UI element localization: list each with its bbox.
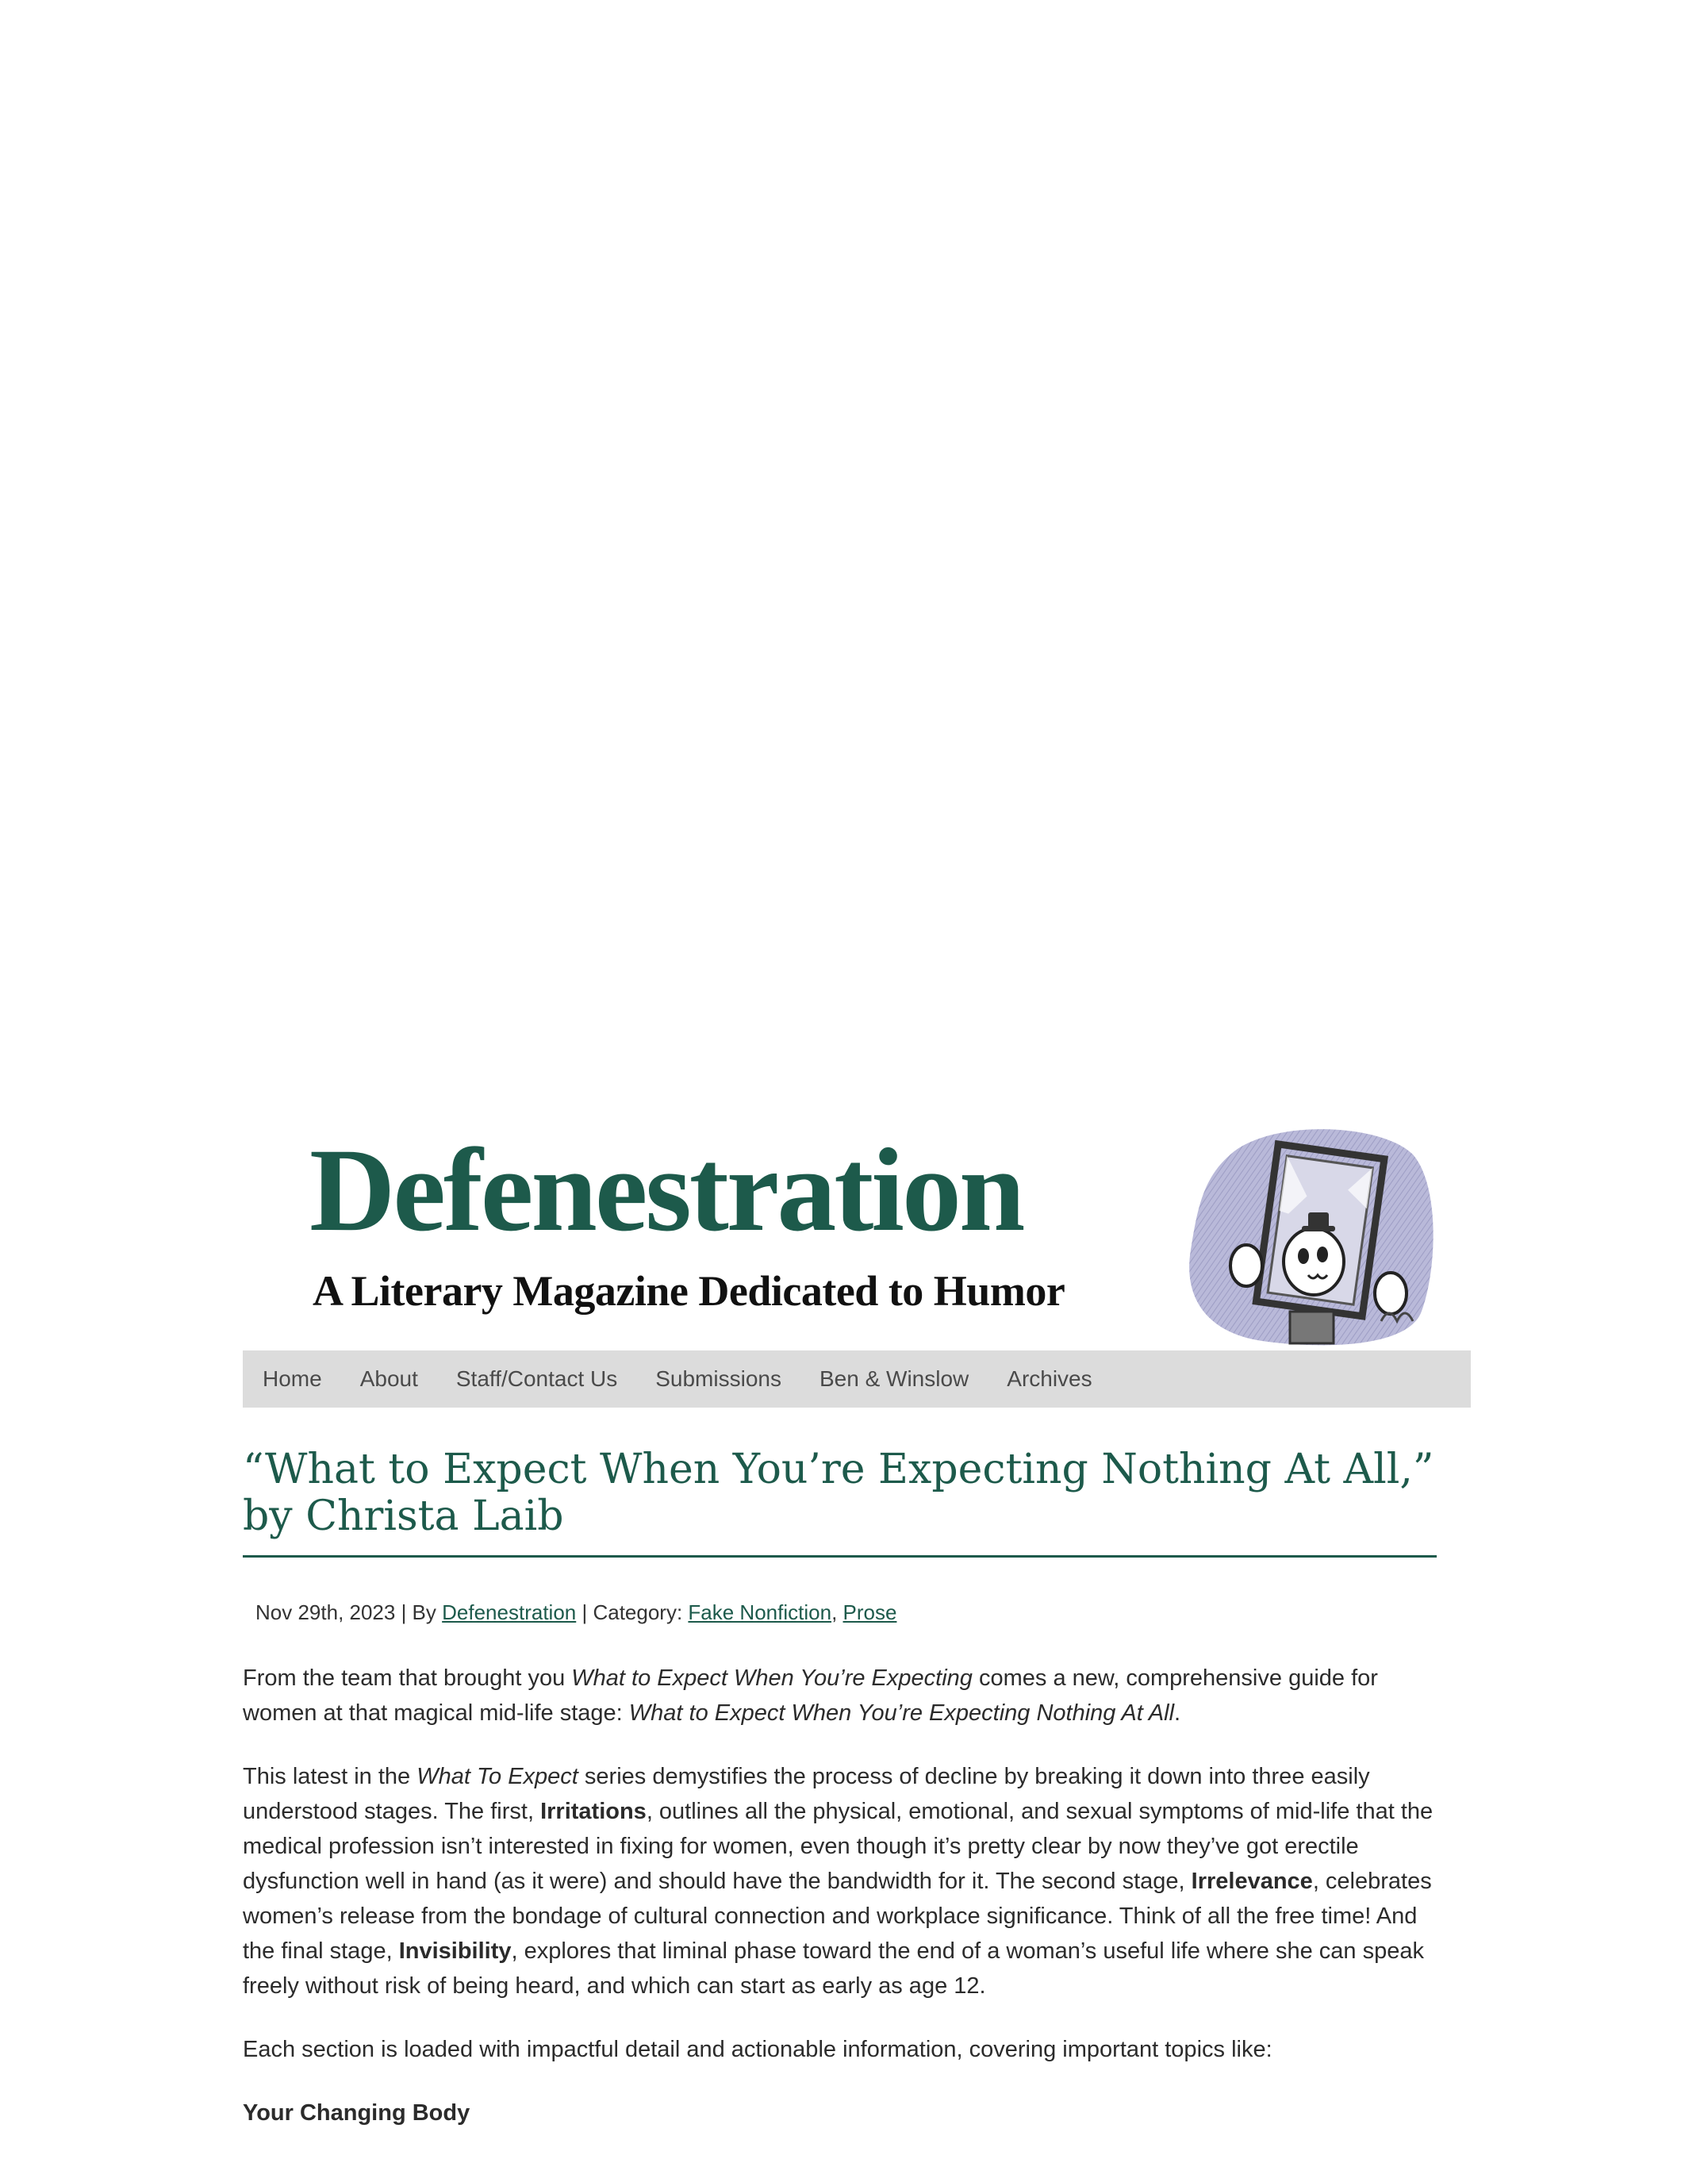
main-nav bbox=[243, 1350, 1471, 1408]
nav-item-ben-winslow[interactable]: Ben & Winslow bbox=[819, 1366, 969, 1391]
book-title-italic: What to Expect When You’re Expecting Nothing At All bbox=[628, 1700, 1175, 1726]
text-run: This latest in the bbox=[243, 1764, 417, 1789]
post-content bbox=[243, 1661, 1441, 2159]
post-paragraph-1 bbox=[243, 1661, 1441, 1731]
nav-item-staff-contact[interactable]: Staff/Contact Us bbox=[455, 1366, 618, 1391]
series-title-italic: What To Expect bbox=[416, 1764, 578, 1789]
stage-name-bold: Invisibility bbox=[398, 1938, 512, 1964]
post-date: Nov 29th, 2023 bbox=[255, 1600, 396, 1624]
post-paragraph-3: Each section is loaded with impactful detail and actionable information, covering important topics like: bbox=[243, 2037, 1272, 2062]
section-subheading: Your Changing Body bbox=[243, 2100, 470, 2126]
author-link[interactable]: Defenestration bbox=[442, 1600, 577, 1624]
stage-name-bold: Irritations bbox=[540, 1799, 647, 1824]
nav-item-submissions[interactable]: Submissions bbox=[655, 1366, 781, 1391]
site-header bbox=[243, 1115, 1472, 1348]
stage-name-bold: Irrelevance bbox=[1191, 1869, 1313, 1894]
post-title: “What to Expect When You’re Expecting Nothing At All,” by Christa Laib bbox=[243, 1446, 1434, 1540]
framed-cartoon-character-icon bbox=[1183, 1123, 1445, 1349]
title-divider bbox=[243, 1555, 1437, 1558]
category-link-fake-nonfiction[interactable]: Fake Nonfiction bbox=[688, 1600, 832, 1624]
text-run: , explores that liminal phase toward the end of a woman’s useful life where she can speak freely without risk of being heard, and which can start as early as age 12. bbox=[243, 1938, 1424, 1999]
post-meta bbox=[255, 1600, 896, 1625]
category-link-prose[interactable]: Prose bbox=[842, 1600, 897, 1624]
meta-category-label: | Category: bbox=[576, 1600, 689, 1624]
book-title-italic: What to Expect When You’re Expecting bbox=[571, 1665, 973, 1691]
nav-item-about[interactable]: About bbox=[359, 1366, 418, 1391]
meta-by-label: | By bbox=[395, 1600, 443, 1624]
text-run: , outlines all the physical, emotional, and sexual symptoms of mid-life that the medical profession isn’t interested in fixing for women, even though it’s pretty clear by now they’ve got erectile dysfunction well in hand (as it were) and should have the bandwidth for it. The second stage, bbox=[243, 1799, 1434, 1894]
text-run: series demystifies the process of decline by breaking it down into three easily understood stages. The first, bbox=[243, 1764, 1370, 1824]
text-run: , celebrates women’s release from the bondage of cultural connection and workplace significance. Think of all the free time! And the final stage, bbox=[243, 1869, 1432, 1964]
page-container bbox=[243, 1115, 1472, 2126]
nav-item-archives[interactable]: Archives bbox=[1007, 1366, 1092, 1391]
site-logo-title[interactable]: Defenestration bbox=[309, 1124, 1023, 1256]
nav-item-home[interactable]: Home bbox=[263, 1366, 322, 1391]
site-logo-tagline: A Literary Magazine Dedicated to Humor bbox=[313, 1267, 1065, 1315]
text-run: From the team that brought you bbox=[243, 1665, 572, 1691]
text-run: comes a new, comprehensive guide for women at that magical mid-life stage: bbox=[243, 1665, 1378, 1726]
post-paragraph-2 bbox=[243, 1759, 1441, 2003]
text-run: . bbox=[1174, 1700, 1181, 1726]
meta-separator: , bbox=[831, 1600, 843, 1624]
